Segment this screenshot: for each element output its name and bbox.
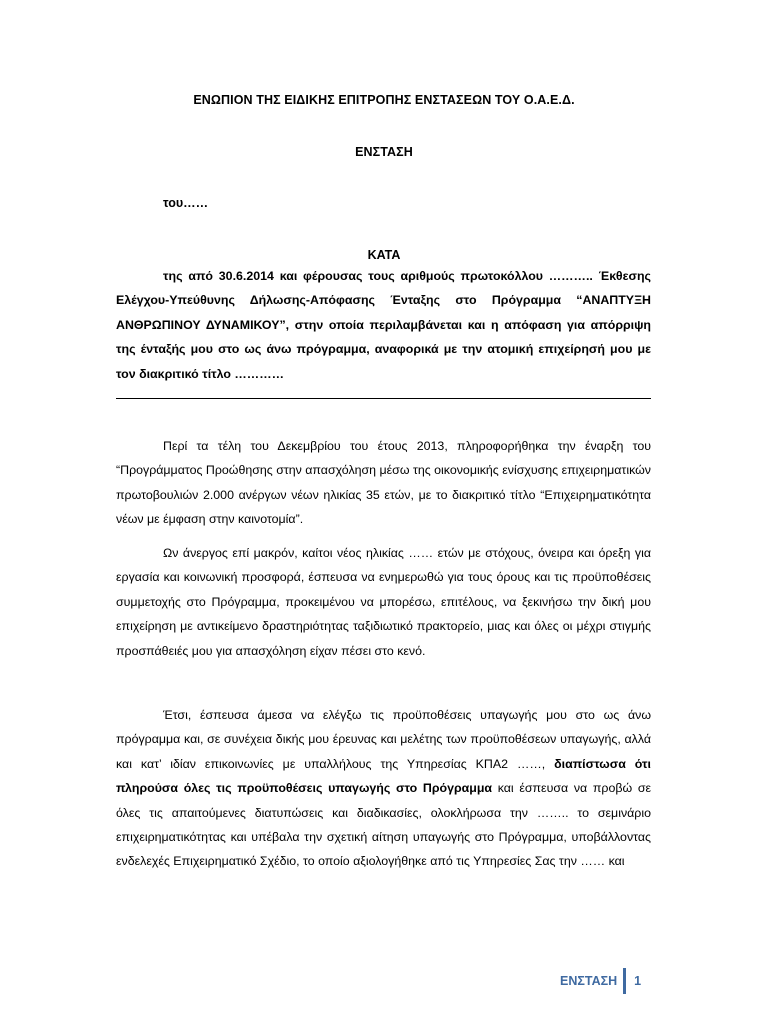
from-line: του……: [163, 196, 209, 210]
body-paragraph-1: Περί τα τέλη του Δεκεμβρίου του έτους 2013, πληροφορήθηκα την έναρξη του “Προγράμματος Προώθησης στην απασχόληση μέσω της οικονομικής ενίσχυσης επιχειρηματικών πρωτοβουλιών 2.000 ανέργων νέων ηλικίας 35 ετών, με το διακριτικό τίτλο “Επιχειρηματικότητα νέων με έμφαση στην καινοτομία”.: [116, 439, 651, 527]
body-paragraph-3-text-a: Έτσι, έσπευσα άμεσα να ελέγξω τις προϋποθέσεις υπαγωγής μου στο ως άνω πρόγραμμα και, σε συνέχεια δικής μου έρευνας και μελέτης των προϋποθέσεων υπαγωγής, αλλά και κατ’ ιδίαν επικοινωνίες με υπαλλήλους της Υπηρεσίας ΚΠΑ2 ……,: [116, 708, 651, 771]
against-paragraph: της από 30.6.2014 και φέρουσας τους αριθμούς πρωτοκόλλου ……….. Έκθεσης Ελέγχου-Υπεύθυνης Δήλωσης-Απόφασης Ένταξης στο Πρόγραμμα “ΑΝΑΠΤΥΞΗ ΑΝΘΡΩΠΙΝΟΥ ΔΥΝΑΜΙΚΟΥ”, στην οποία περιλαμβάνεται και η απόφαση για απόρριψη της ένταξής μου στο ως άνω πρόγραμμα, αναφορικά με την ατομική επιχείρησή μου με τον διακριτικό τίτλο …………: [116, 269, 651, 381]
body-paragraph-3-bold: διαπίστωσα ότι πληρούσα όλες τις προϋποθέσεις υπαγωγής στο Πρόγραμμα: [116, 756, 651, 796]
page-footer: [560, 968, 641, 994]
against-heading: ΚΑΤΑ: [367, 248, 401, 262]
footer-label: ΕΝΣΤΑΣΗ: [560, 974, 618, 988]
footer-divider: [623, 968, 626, 994]
body-paragraph-2: Ων άνεργος επί μακρόν, καίτοι νέος ηλικίας …… ετών με στόχους, όνειρα και όρεξη για εργασία και κοινωνική προσφορά, έσπευσα να ενημερωθώ για τους όρους και τις προϋποθέσεις συμμετοχής στο Πρόγραμμα, προκειμένου να μπορέσω, επιτέλους, να ξεκινήσω την δική μου επιχείρηση με αντικείμενο δραστηριότητας ταξιδιωτικό πρακτορείο, μιας και όλες οι μέχρι στιγμής προσπάθειές μου για απασχόληση είχαν πέσει στο κενό.: [116, 546, 651, 658]
body-paragraph-3-text-b: και έσπευσα να προβώ σε όλες τις απαιτούμενες διατυπώσεις και διαδικασίες, ολοκλήρωσα την …….. το σεμινάριο επιχειρηματικότητας και υπέβαλα την σχετική αίτηση υπαγωγής στο Πρόγραμμα, υποβάλλοντας ενδελεχές Επιχειρηματικό Σχέδιο, το οποίο αξιολογήθηκε από τις Υπηρεσίες Σας την …… και: [116, 781, 651, 869]
body-paragraph-3: [116, 703, 651, 874]
section-divider: [116, 398, 651, 399]
document-subheading: ΕΝΣΤΑΣΗ: [355, 145, 413, 159]
document-heading: ΕΝΩΠΙΟΝ ΤΗΣ ΕΙΔΙΚΗΣ ΕΠΙΤΡΟΠΗΣ ΕΝΣΤΑΣΕΩΝ ΤΟΥ Ο.Α.Ε.Δ.: [193, 93, 575, 107]
page-number: 1: [634, 974, 642, 988]
